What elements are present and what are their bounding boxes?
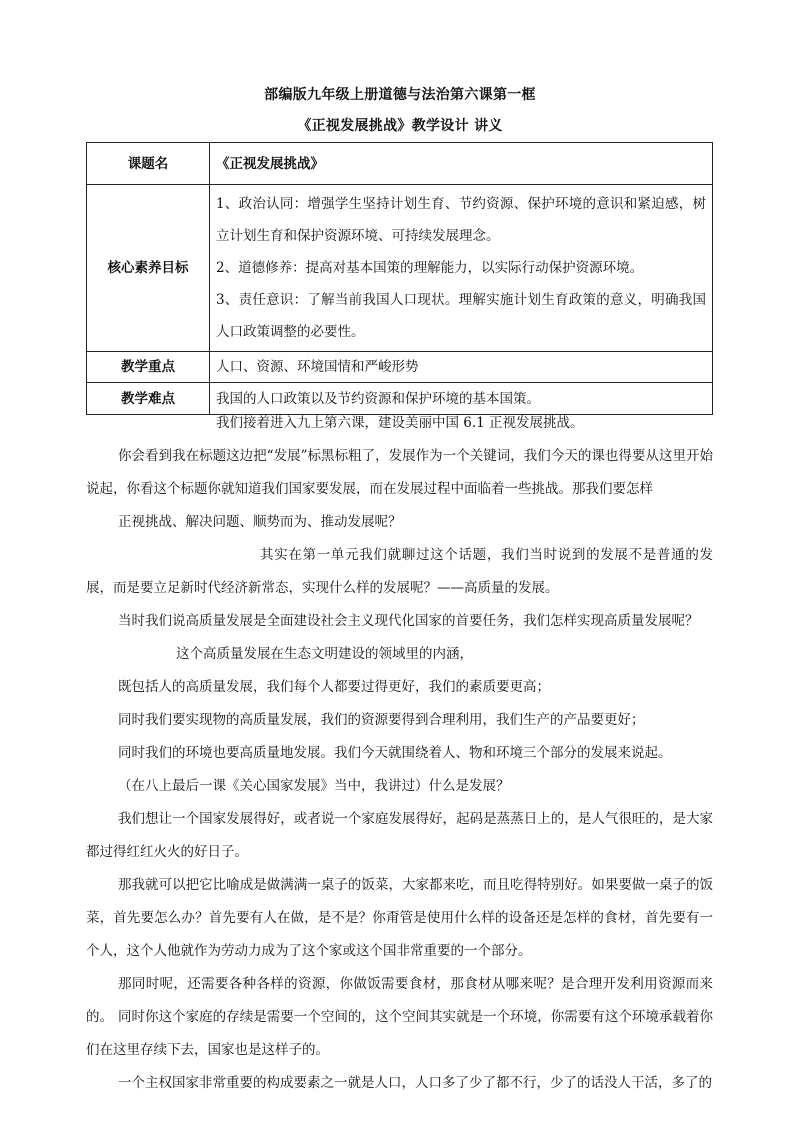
body-paragraph: 正视挑战、解决问题、顺势而为、推动发展呢？ — [118, 514, 402, 530]
document-title-line1: 部编版九年级上册道德与法治第六课第一框 — [264, 87, 536, 103]
document-title-line2: 《正视发展挑战》教学设计 讲义 — [297, 118, 503, 134]
body-paragraph: 那我就可以把它比喻成是做满满一桌子的饭菜，大家都来吃，而且吃得特别好。如果要做一桌子的饭菜，首先要怎么办？首先要有人在做，是不是？你甭管是使用什么样的设备还是怎样的食材，首先要有一个人，这个人他就作为劳动力成为了这个家或这个国非常重要的一个部分。 — [86, 877, 713, 959]
body-paragraph: 既包括人的高质量发展，我们每个人都要过得更好，我们的素质要更高； — [118, 679, 550, 695]
topic-label: 课题名 — [87, 143, 210, 185]
body-paragraph: 那同时呢，还需要各种各样的资源，你做饭需要食材，那食材从哪来呢？是合理开发利用资源而来的。 — [86, 976, 713, 1025]
body-paragraph: 我们接着进入九上第六课，建设美丽中国 6.1 正视发展挑战。 — [216, 415, 584, 431]
body-paragraph: 同时我们要实现物的高质量发展，我们的资源要得到合理利用，我们生产的产品要更好； — [118, 712, 645, 728]
goal-item: 3、责任意识：了解当前我国人口现状。理解实施计划生育政策的意义，明确我国人口政策调整的必要性。 — [216, 292, 706, 340]
key-points-value: 人口、资源、环境国情和严峻形势 — [210, 352, 713, 383]
body-paragraph: 同时我们的环境也要高质量地发展。我们今天就围绕着人、物和环境三个部分的发展来说起。 — [118, 745, 672, 761]
difficulties-value: 我国的人口政策以及节约资源和保护环境的基本国策。 — [210, 383, 713, 415]
key-points-label: 教学重点 — [87, 352, 210, 383]
lesson-info-table — [86, 142, 713, 415]
goal-item: 1、政治认同：增强学生坚持计划生育、节约资源、保护环境的意识和紧迫感，树立计划生育和保护资源环境、可持续发展理念。 — [216, 196, 706, 244]
body-paragraph: 这个高质量发展在生态文明建设的领域里的内涵， — [176, 646, 473, 662]
goals-cell — [210, 185, 713, 352]
table-row-topic — [87, 143, 713, 185]
body-paragraph: 一个主权国家非常重要的构成要素之一就是人口，人口多了少了都不行，少了的话没人干活，多了的 — [118, 1075, 712, 1091]
body-paragraph: 同时你这个家庭的存续是需要一个空间的，这个空间其实就是一个环境，你需要有这个环境承载着你们在这里存续下去，国家也是这样子的。 — [86, 1009, 713, 1058]
difficulties-label: 教学难点 — [87, 383, 210, 415]
body-paragraph: 我们想让一个国家发展得好，或者说一个家庭发展得好，起码是蒸蒸日上的，是人气很旺的，是大家都过得红红火火的好日子。 — [86, 811, 713, 860]
table-row-goals — [87, 185, 713, 352]
topic-value: 《正视发展挑战》 — [210, 143, 713, 185]
table-row-key-points — [87, 352, 713, 383]
goal-item: 2、道德修养：提高对基本国策的理解能力，以实际行动保护资源环境。 — [216, 260, 644, 276]
goals-label: 核心素养目标 — [87, 185, 210, 352]
body-paragraph: （在八上最后一课《关心国家发展》当中，我讲过）什么是发展？ — [118, 778, 510, 794]
body-paragraph: 其实在第一单元我们就聊过这个话题，我们当时说到的发展不是普通的发展，而是要立足新时代经济新常态，实现什么样的发展呢？——高质量的发展。 — [86, 547, 713, 596]
body-paragraph: 当时我们说高质量发展是全面建设社会主义现代化国家的首要任务，我们怎样实现高质量发展呢？ — [118, 613, 699, 629]
body-paragraph: 你会看到我在标题这边把“发展”标黑标粗了，发展作为一个关键词，我们今天的课也得要从这里开始说起，你看这个标题你就知道我们国家要发展，而在发展过程中面临着一些挑战。那我们要怎样 — [86, 448, 713, 497]
